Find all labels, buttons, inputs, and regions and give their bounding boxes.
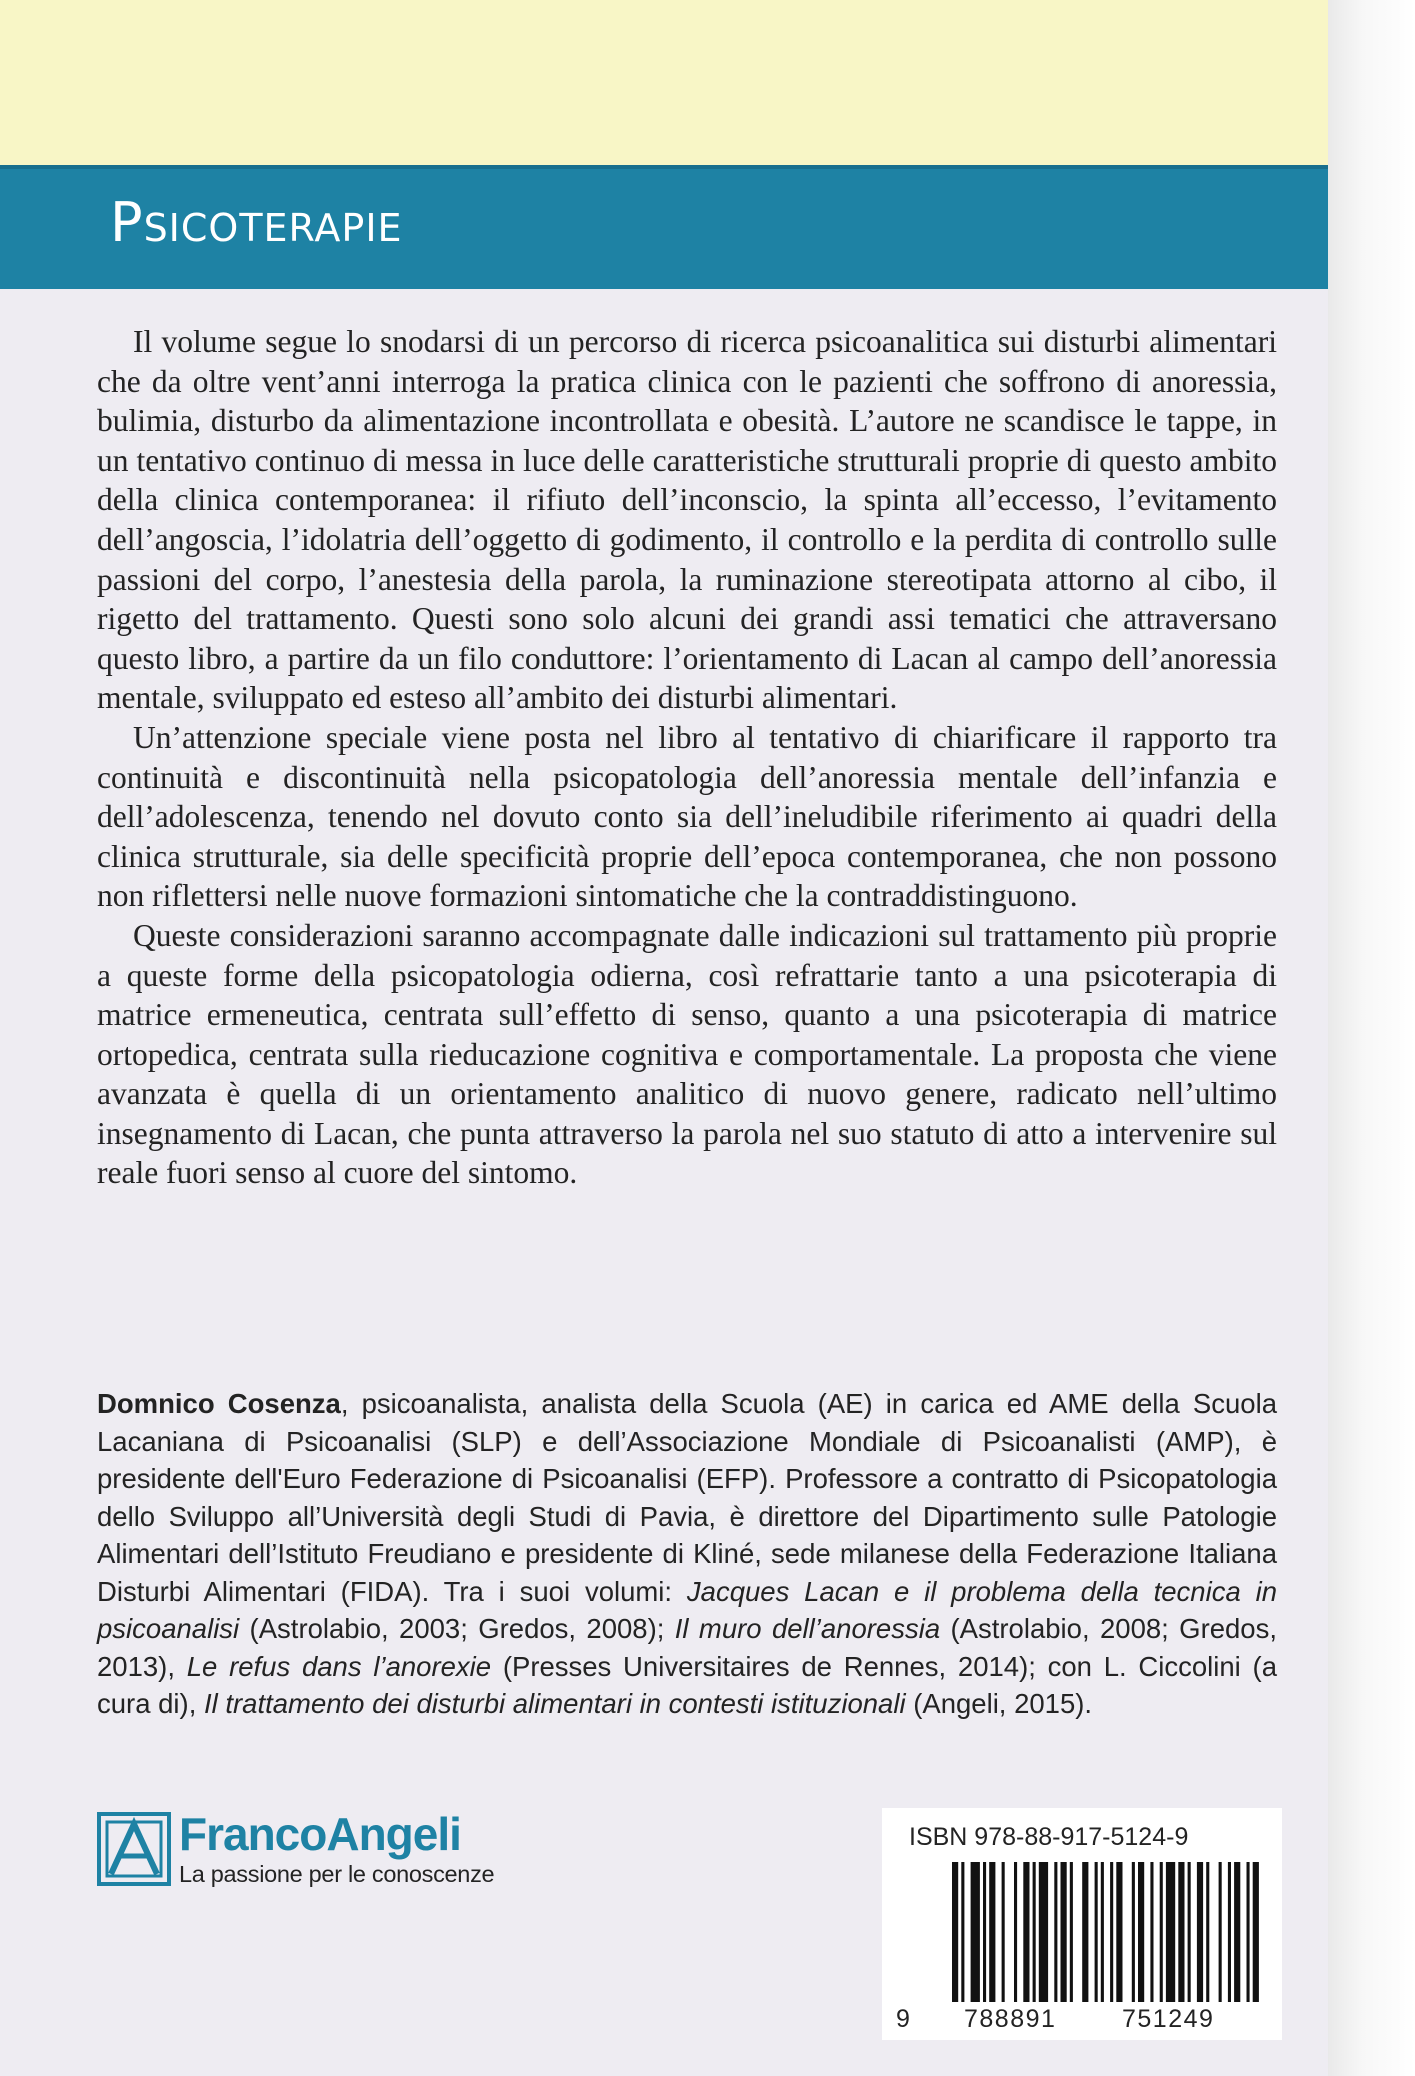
book-title: Il trattamento dei disturbi alimentari in contesti istituzionali bbox=[203, 1688, 906, 1719]
publisher-tagline: La passione per le conoscenze bbox=[179, 1861, 495, 1887]
barcode-bar bbox=[1166, 1862, 1175, 2002]
barcode-bar bbox=[989, 1862, 995, 2002]
barcode-image bbox=[902, 1862, 1262, 2002]
page-edge bbox=[1328, 0, 1415, 2076]
author-bio bbox=[97, 1385, 1277, 1723]
barcode-bar bbox=[1116, 1862, 1122, 2002]
barcode-bar bbox=[1247, 1862, 1250, 2002]
barcode-bar bbox=[1253, 1862, 1259, 2002]
book-title: Il muro dell’anoressia bbox=[674, 1613, 941, 1644]
barcode-bar bbox=[1206, 1862, 1209, 2002]
series-title: Psicoterapie bbox=[110, 191, 403, 254]
barcode-digits-right: 751249 bbox=[1122, 2005, 1215, 2033]
barcode-bar bbox=[1234, 1862, 1240, 2002]
barcode-bar bbox=[971, 1862, 980, 2002]
barcode-digits-left: 788891 bbox=[964, 2005, 1057, 2033]
barcode-bar bbox=[1095, 1862, 1098, 2002]
barcode-bar bbox=[1228, 1862, 1231, 2002]
barcode-bar bbox=[1160, 1862, 1163, 2002]
barcode-bar bbox=[1002, 1862, 1005, 2002]
barcode-digit-first: 9 bbox=[896, 2005, 910, 2033]
synopsis-text bbox=[97, 322, 1277, 1193]
barcode-bar bbox=[961, 1862, 964, 2002]
barcode-bar bbox=[1023, 1862, 1029, 2002]
series-title-band bbox=[0, 165, 1328, 289]
barcode-bar bbox=[1188, 1862, 1191, 2002]
barcode-bar bbox=[1082, 1862, 1088, 2002]
barcode-bar bbox=[1039, 1862, 1048, 2002]
barcode-bar bbox=[1150, 1862, 1153, 2002]
barcode-bar bbox=[1054, 1862, 1057, 2002]
barcode-bar bbox=[1132, 1862, 1135, 2002]
author-name: Domnico Cosenza bbox=[97, 1388, 341, 1419]
bio-text: (Presses Universitaires de Rennes, 2014); con L. Ciccolini (a cura di), bbox=[97, 1650, 1277, 1719]
isbn-label: ISBN 978-88-917-5124-9 bbox=[909, 1823, 1189, 1851]
book-title: Le refus dans l’anorexie bbox=[186, 1650, 492, 1682]
barcode-bar bbox=[1061, 1862, 1067, 2002]
francoangeli-logo-icon bbox=[97, 1812, 171, 1886]
book-title: Jacques Lacan e il problema della tecnica in psicoanalisi bbox=[97, 1575, 1278, 1644]
synopsis-paragraph: Un’attenzione speciale viene posta nel libro al tentativo di chiarificare il rapporto tra continuità e discontinuità nella psicopatologia dell’anoressia mentale dell’infanzia e dell’adolescenza, tenendo nel dovuto conto sia dell’ineludibile riferimento ai quadri della clinica strutturale, sia delle specificità proprie dell’epoca contemporanea, che non possono non riflettersi nelle nuove formazioni sintomatiche che la contraddistinguono. bbox=[97, 719, 1277, 914]
isbn-barcode-box bbox=[882, 1808, 1282, 2040]
synopsis-paragraph: Queste considerazioni saranno accompagnate dalle indicazioni sul trattamento più proprie a queste forme della psicopatologia odierna, così refrattarie tanto a una psicoterapia di matrice ermeneutica, centrata sull’effetto di senso, quanto a una psicoterapia di matrice ortopedica, centrata sulla rieducazione cognitiva e comportamentale. La proposta che viene avanzata è quella di un orientamento analitico di nuovo genere, radicato nell’ultimo insegnamento di Lacan, che punta attraverso la parola nel suo statuto di atto a intervenire sul reale fuori senso al cuore del sintomo. bbox=[97, 917, 1277, 1191]
barcode-bar bbox=[952, 1862, 958, 2002]
bio-text: , psicoanalista, analista della Scuola (AE) in carica ed AME della Scuola Lacaniana di Psicoanalisi (SLP) e dell’Associazione Mondiale di Psicoanalisti (AMP), è presidente dell'Euro Federazione di Psicoanalisi (EFP). Professore a contratto di Psicopatologia dello Sviluppo all’Università degli Studi di Pavia, è direttore del Dipartimento sulle Patologie Alimentari dell’Istituto Freudiano e presidente di Kliné, sede milanese della Federazione Italiana Disturbi Alimentari (FIDA). Tra i suoi volumi: bbox=[97, 1388, 1277, 1607]
barcode-bar bbox=[1219, 1862, 1222, 2002]
bio-text: (Angeli, 2015). bbox=[905, 1688, 1093, 1719]
top-color-band bbox=[0, 0, 1328, 165]
barcode-bar bbox=[1101, 1862, 1104, 2002]
barcode-bar bbox=[1197, 1862, 1203, 2002]
barcode-bar bbox=[1070, 1862, 1073, 2002]
bio-text: (Astrolabio, 2008; Gredos, 2013), bbox=[97, 1613, 1277, 1682]
barcode-bar bbox=[1033, 1862, 1036, 2002]
bio-text: (Astrolabio, 2003; Gredos, 2008); bbox=[239, 1613, 675, 1644]
publisher-logo bbox=[97, 1808, 517, 1890]
publisher-name: FrancoAngeli bbox=[179, 1808, 461, 1860]
barcode-bar bbox=[983, 1862, 986, 2002]
barcode-bar bbox=[1110, 1862, 1113, 2002]
synopsis-paragraph: Il volume segue lo snodarsi di un percorso di ricerca psicoanalitica sui disturbi alimentari che da oltre vent’anni interroga la pratica clinica con le pazienti che soffrono di anoressia, bulimia, disturbo da alimentazione incontrollata e obesità. L’autore ne scandisce le tappe, in un tentativo continuo di messa in luce delle caratteristiche strutturali proprie di questo ambito della clinica contemporanea: il rifiuto dell’inconscio, la spinta all’eccesso, l’evitamento dell’angoscia, l’idolatria dell’oggetto di godimento, il controllo e la perdita di controllo sulle passioni del corpo, l’anestesia della parola, la ruminazione stereotipata attorno al cibo, il rigetto del trattamento. Questi sono solo alcuni dei grandi assi tematici che attraversano questo libro, a partire da un filo conduttore: l’orientamento di Lacan al campo dell’anoressia mentale, sviluppato ed esteso all’ambito dei disturbi alimentari. bbox=[97, 324, 1277, 716]
barcode-bar bbox=[1014, 1862, 1017, 2002]
barcode-bar bbox=[1138, 1862, 1144, 2002]
author-bio-paragraph bbox=[97, 1385, 1277, 1723]
barcode-bar bbox=[1178, 1862, 1184, 2002]
